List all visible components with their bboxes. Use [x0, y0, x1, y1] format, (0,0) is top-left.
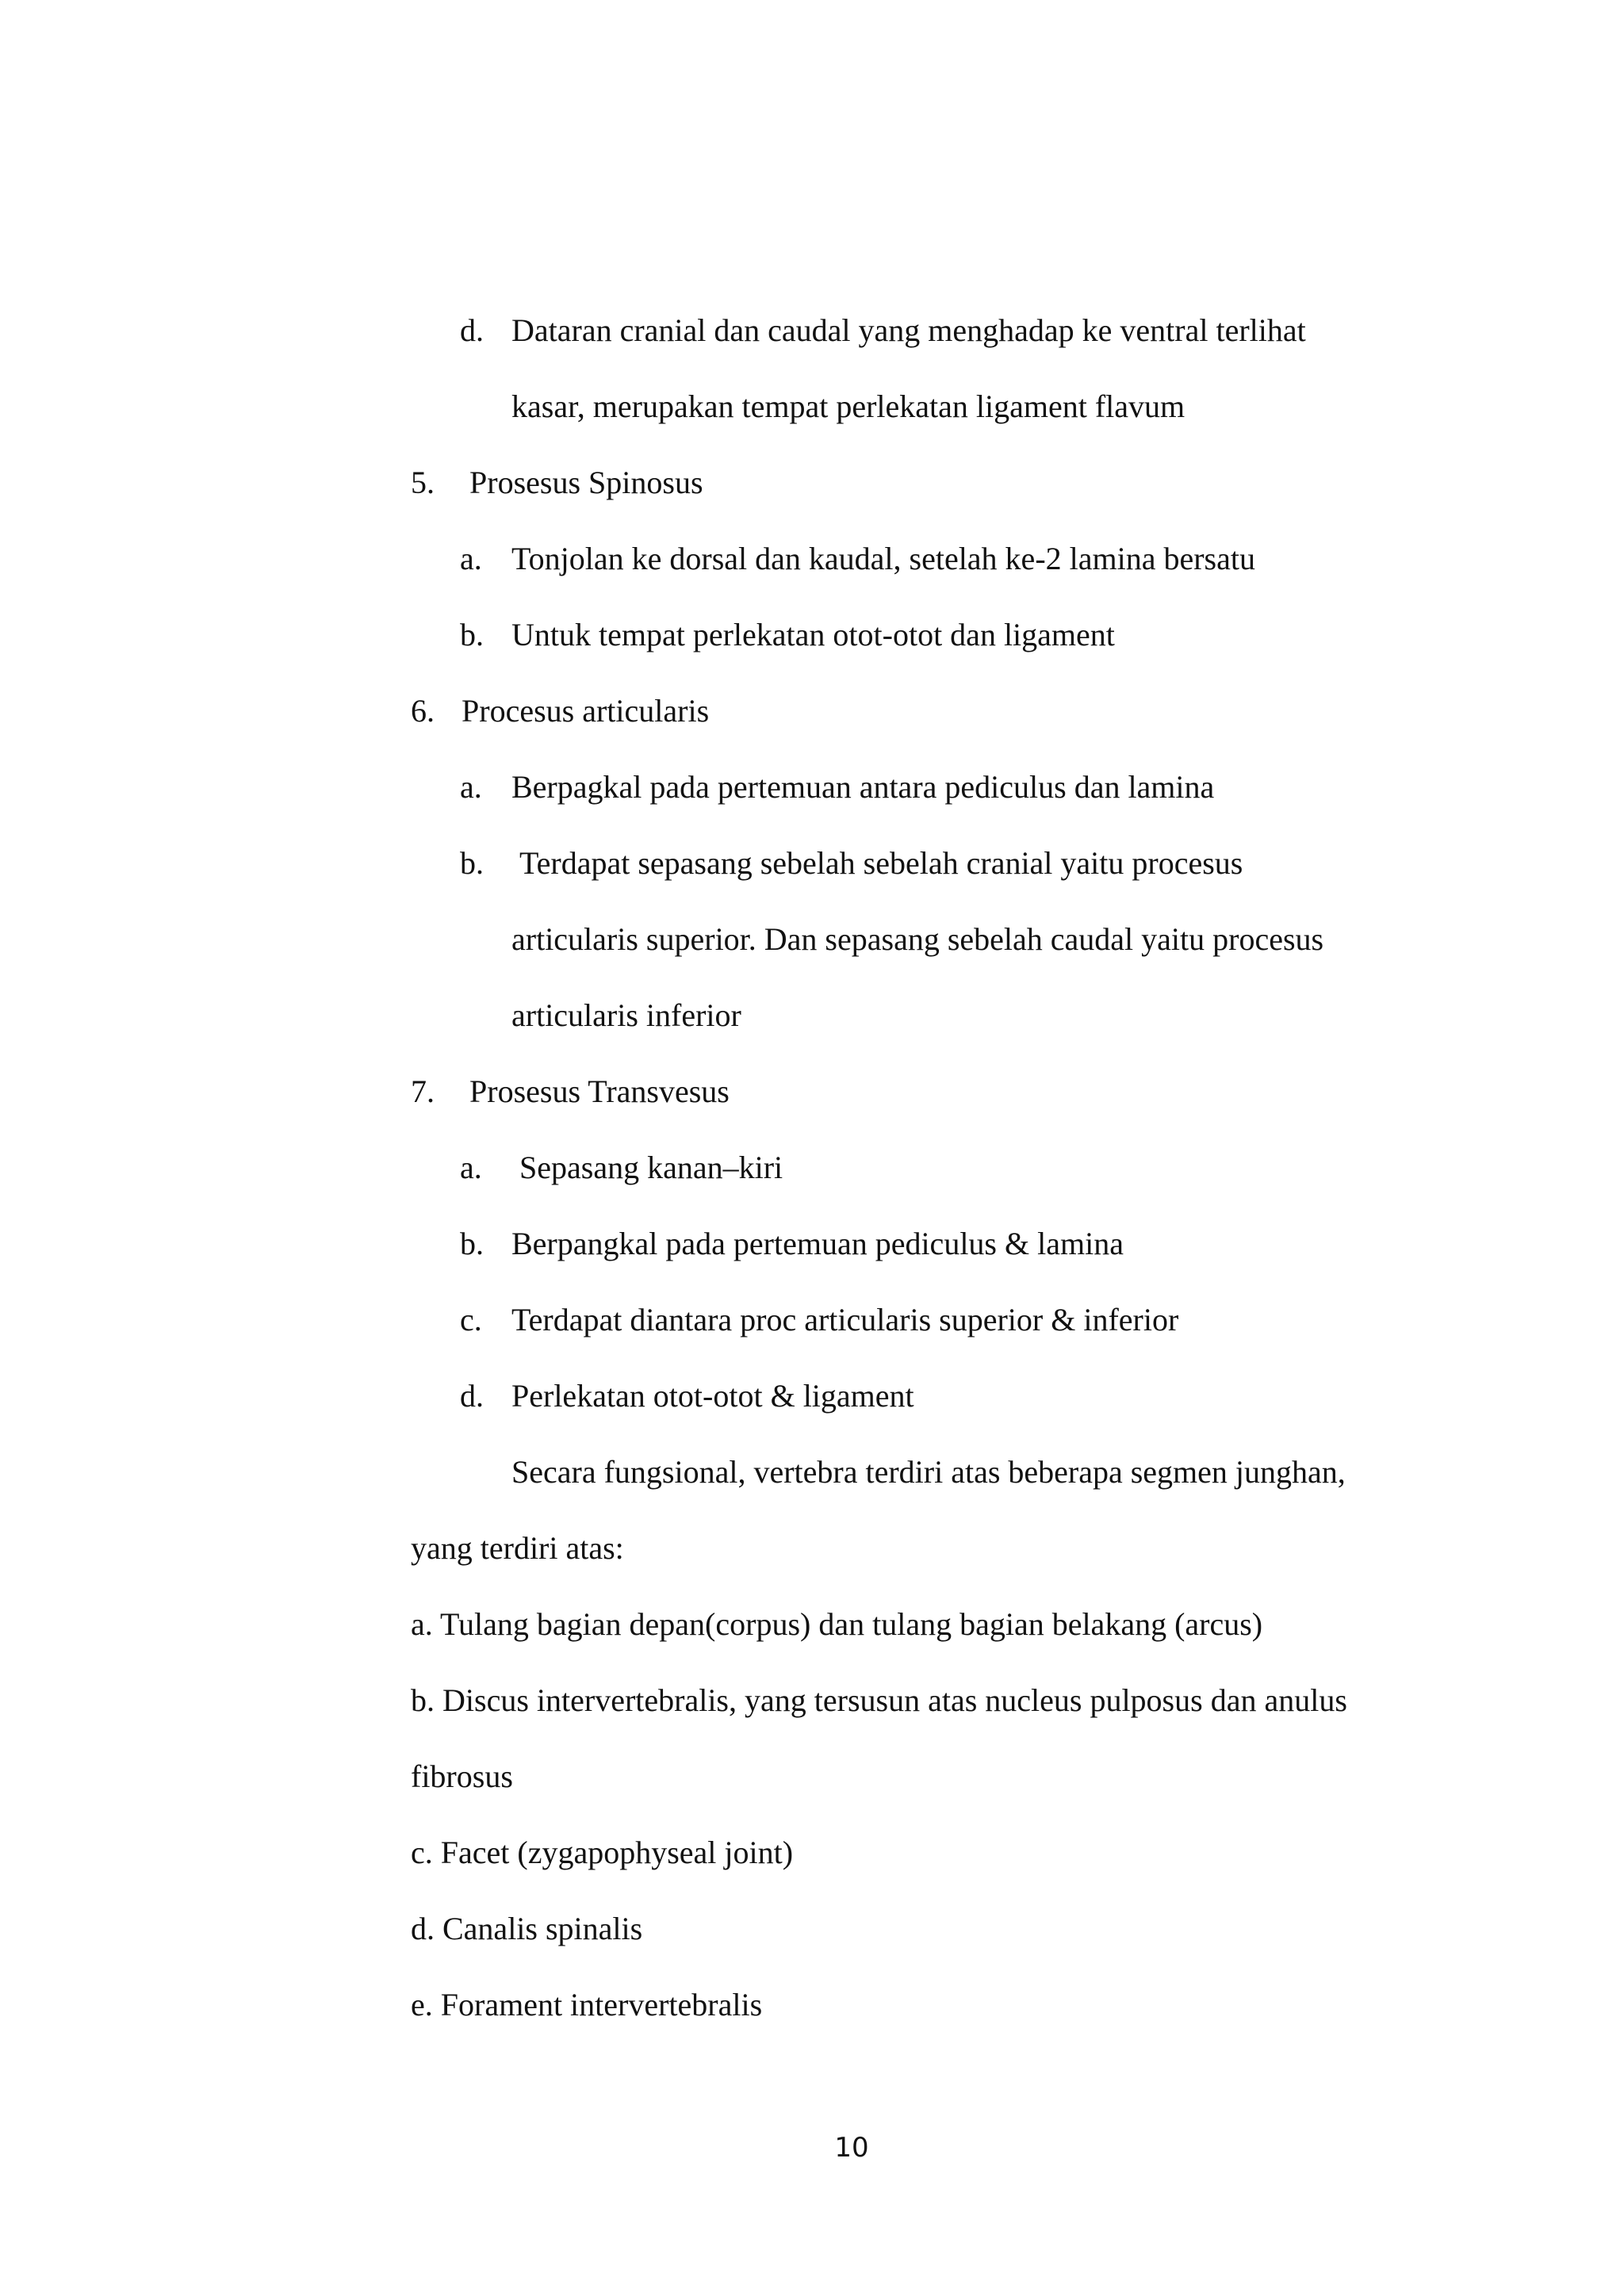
- list-marker-7c: c.: [460, 1302, 482, 1337]
- paragraph-line1: Secara fungsional, vertebra terdiri atas beberapa segmen junghan,: [511, 1454, 1346, 1490]
- list-marker-4d: d.: [460, 312, 484, 348]
- list-item-6b-line3: articularis inferior: [511, 997, 741, 1033]
- list-marker-6: 6.: [411, 693, 435, 729]
- list-marker-7b: b.: [460, 1226, 484, 1261]
- list-item-7b: Berpangkal pada pertemuan pediculus & lamina: [511, 1226, 1124, 1261]
- segment-b-line2: fibrosus: [411, 1758, 513, 1794]
- segment-d: d. Canalis spinalis: [411, 1911, 643, 1946]
- list-item-7-label: Prosesus Transvesus: [469, 1073, 730, 1109]
- list-marker-5b: b.: [460, 617, 484, 652]
- list-item-6b-line1: Terdapat sepasang sebelah sebelah cranial yaitu procesus: [519, 845, 1243, 881]
- page-number: 10: [834, 2132, 869, 2164]
- list-marker-6b: b.: [460, 845, 484, 881]
- list-marker-5a: a.: [460, 541, 482, 576]
- list-marker-7d: d.: [460, 1378, 484, 1414]
- segment-e: e. Forament intervertebralis: [411, 1987, 763, 2022]
- list-item-6a: Berpagkal pada pertemuan antara pediculus dan lamina: [511, 769, 1215, 805]
- list-marker-6a: a.: [460, 769, 482, 805]
- list-marker-7a: a.: [460, 1150, 482, 1185]
- list-item-6-label: Procesus articularis: [462, 693, 710, 729]
- segment-a: a. Tulang bagian depan(corpus) dan tulang bagian belakang (arcus): [411, 1606, 1263, 1642]
- list-marker-7: 7.: [411, 1073, 435, 1109]
- list-item-7c: Terdapat diantara proc articularis superior & inferior: [511, 1302, 1179, 1337]
- segment-c: c. Facet (zygapophyseal joint): [411, 1835, 794, 1870]
- list-item-7a: Sepasang kanan–kiri: [519, 1150, 783, 1185]
- list-item-7d: Perlekatan otot-otot & ligament: [511, 1378, 914, 1414]
- list-item-5a: Tonjolan ke dorsal dan kaudal, setelah ke-2 lamina bersatu: [511, 541, 1255, 576]
- paragraph-line2: yang terdiri atas:: [411, 1530, 624, 1566]
- list-item-5-label: Prosesus Spinosus: [469, 465, 703, 500]
- list-item-4d-line2: kasar, merupakan tempat perlekatan ligament flavum: [511, 388, 1185, 424]
- segment-b-line1: b. Discus intervertebralis, yang tersusun atas nucleus pulposus dan anulus: [411, 1682, 1347, 1718]
- list-marker-5: 5.: [411, 465, 435, 500]
- list-item-6b-line2: articularis superior. Dan sepasang sebelah caudal yaitu procesus: [511, 921, 1324, 957]
- list-item-4d-line1: Dataran cranial dan caudal yang menghadap ke ventral terlihat: [511, 312, 1306, 348]
- list-item-5b: Untuk tempat perlekatan otot-otot dan ligament: [511, 617, 1115, 652]
